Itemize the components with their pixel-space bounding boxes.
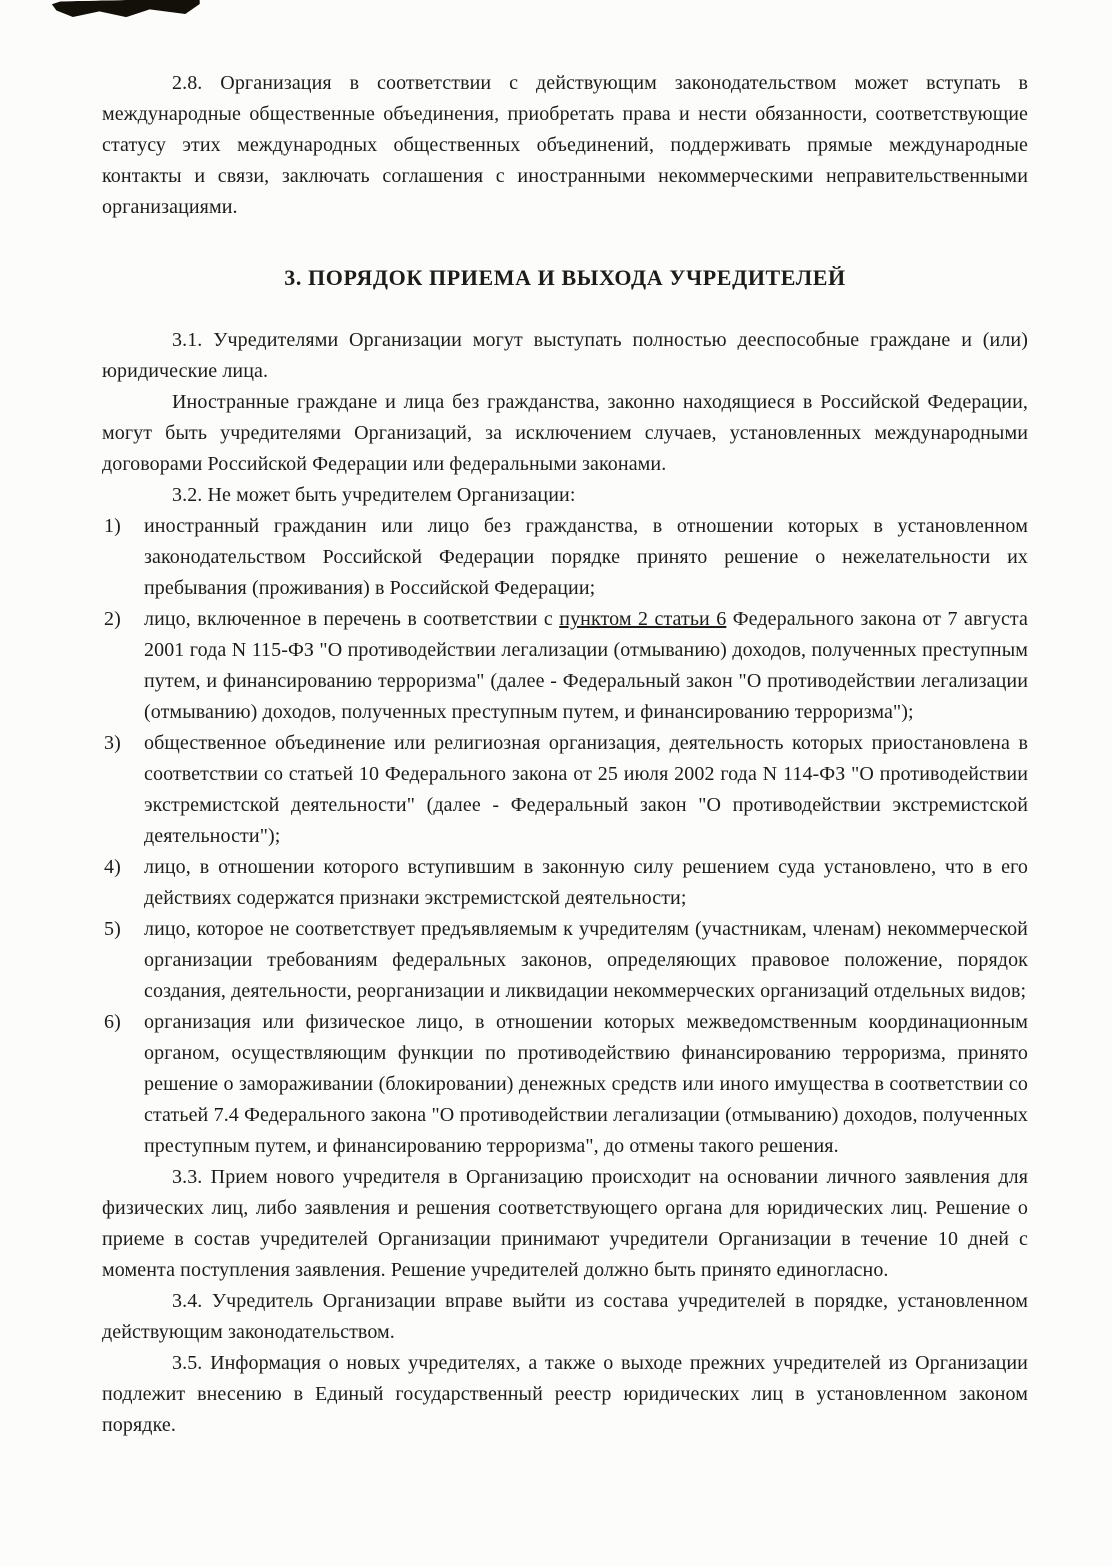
list-item-1 bbox=[102, 511, 1028, 604]
item-number: 4) bbox=[104, 856, 121, 878]
paragraph-3-4: 3.4. Учредитель Организации вправе выйти из состава учредителей в порядке, установленном действующим законодательством. bbox=[102, 1290, 1028, 1343]
exclusion-list bbox=[102, 511, 1028, 1162]
paragraph-2-8: 2.8. Организация в соответствии с действующим законодательством может вступать в международные общественные объединения, приобретать права и нести обязанности, соответствующие статусу этих международных общественных объединений, поддерживать прямые международные контакты и связи, заключать соглашения с иностранными некоммерческими неправительственными организациями. bbox=[102, 72, 1028, 218]
item-text: общественное объединение или религиозная организация, деятельность которых приостановлена в соответствии со статьей 10 Федерального закона от 25 июля 2002 года N 114-ФЗ "О противодействии экстремистской деятельности" (далее - Федеральный закон "О противодействии экстремистской деятельности"); bbox=[144, 732, 1028, 847]
paragraph-3-3: 3.3. Прием нового учредителя в Организацию происходит на основании личного заявления для физических лиц, либо заявления и решения соответствующего органа для юридических лиц. Решение о приеме в состав учредителей Организации принимают учредители Организации в течение 10 дней с момента поступления заявления. Решение учредителей должно быть принято единогласно. bbox=[102, 1166, 1028, 1281]
list-item-4 bbox=[102, 852, 1028, 914]
underlined-law-reference: пунктом 2 статьи 6 bbox=[559, 608, 727, 630]
item-text: иностранный гражданин или лицо без гражданства, в отношении которых в установленном законодательством Российской Федерации порядке принято решение о нежелательности их пребывания (проживания) в Российской Федерации; bbox=[144, 515, 1028, 599]
item-text-before: лицо, включенное в перечень в соответствии с bbox=[144, 608, 560, 630]
paragraph-3-1: 3.1. Учредителями Организации могут выступать полностью дееспособные граждане и (или) юридические лица. bbox=[102, 329, 1028, 382]
item-text: лицо, в отношении которого вступившим в законную силу решением суда установлено, что в его действиях содержатся признаки экстремистской деятельности; bbox=[144, 856, 1028, 909]
item-text-after: Федерального закона от 7 августа 2001 года N 115-ФЗ "О противодействии легализации (отмыванию) доходов, полученных преступным путем, и финансированию терроризма" (далее - Федеральный закон "О противодействии легализации (отмыванию) доходов, полученных преступным путем, и финансированию терроризма"); bbox=[144, 608, 1028, 723]
page-content bbox=[102, 68, 1028, 1441]
list-item-3 bbox=[102, 728, 1028, 852]
item-text: организация или физическое лицо, в отношении которых межведомственным координационным органом, осуществляющим функции по противодействию финансированию терроризма, принято решение о замораживании (блокировании) денежных средств или иного имущества в соответствии со статьей 7.4 Федерального закона "О противодействии легализации (отмыванию) доходов, полученных преступным путем, и финансированию терроризма", до отмены такого решения. bbox=[144, 1011, 1028, 1157]
item-number: 6) bbox=[104, 1011, 121, 1033]
paragraph-3-2: 3.2. Не может быть учредителем Организации: bbox=[172, 484, 576, 506]
item-number: 5) bbox=[104, 918, 121, 940]
scan-artifact bbox=[52, 0, 200, 20]
section-heading: 3. ПОРЯДОК ПРИЕМА И ВЫХОДА УЧРЕДИТЕЛЕЙ bbox=[284, 265, 846, 290]
list-item-5 bbox=[102, 914, 1028, 1007]
item-number: 2) bbox=[104, 608, 121, 630]
list-item-6 bbox=[102, 1007, 1028, 1162]
item-text: лицо, которое не соответствует предъявляемым к учредителям (участникам, членам) некоммерческой организации требованиям федеральных законов, определяющих правовое положение, порядок создания, деятельности, реорганизации и ликвидации некоммерческих организаций отдельных видов; bbox=[144, 918, 1028, 1002]
paragraph-3-1-foreign-citizens: Иностранные граждане и лица без гражданства, законно находящиеся в Российской Федерации, могут быть учредителями Организаций, за исключением случаев, установленных международными договорами Российской Федерации или федеральными законами. bbox=[102, 391, 1028, 475]
item-number: 1) bbox=[104, 515, 121, 537]
item-number: 3) bbox=[104, 732, 121, 754]
paragraph-3-5: 3.5. Информация о новых учредителях, а также о выходе прежних учредителей из Организации подлежит внесению в Единый государственный реестр юридических лиц в установленном законом порядке. bbox=[102, 1352, 1028, 1436]
list-item-2 bbox=[102, 604, 1028, 728]
